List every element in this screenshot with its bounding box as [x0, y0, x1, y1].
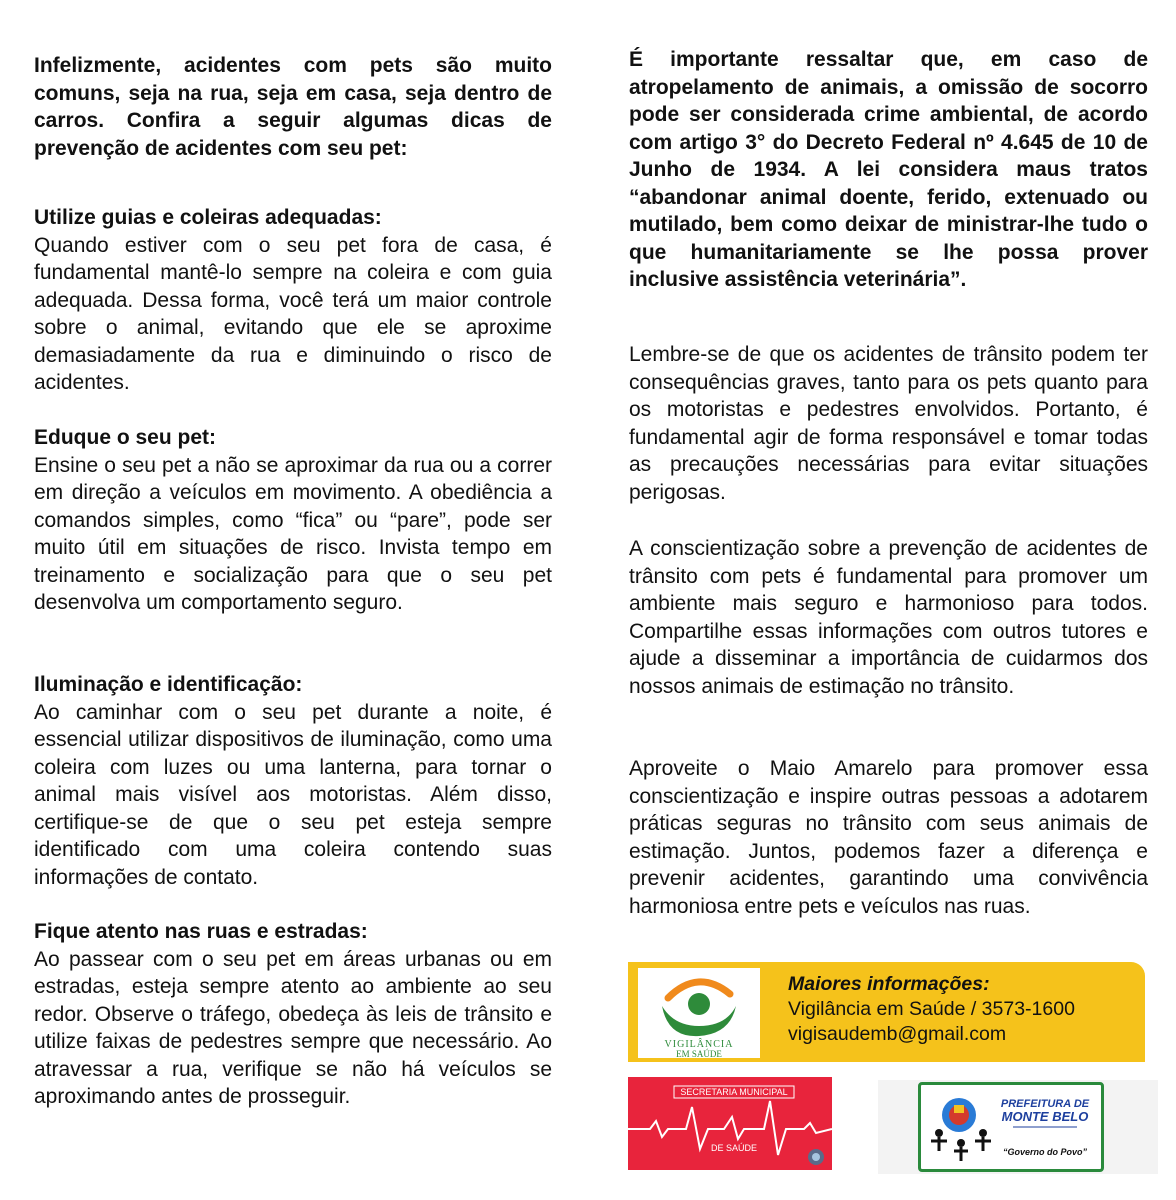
secretaria-line2: DE SAÚDE	[710, 1143, 758, 1153]
section-body: Quando estiver com o seu pet fora de casa, é fundamental mantê-lo sempre na coleira e com guia adequada. Dessa forma, você terá um maior controle sobre o animal, evitando que ele se aproxime demasiadamente da rua e diminuindo o risco de acidentes.	[34, 233, 552, 394]
info-email: vigisaudemb@gmail.com	[788, 1023, 1007, 1045]
section-heading: Iluminação e identificação:	[34, 673, 303, 696]
paragraph-maio-amarelo: Aproveite o Maio Amarelo para promover essa conscientização e inspire outras pessoas a adotarem práticas seguras no trânsito com seus animais de estimação. Juntos, podemos fazer a diferença e prevenir acidentes, garantindo uma convivência harmoniosa entre pets e veículos nas ruas.	[629, 757, 1148, 918]
prefeitura-line1: PREFEITURA DE	[1000, 1098, 1090, 1110]
legal-paragraph: É importante ressaltar que, em caso de atropelamento de animais, a omissão de socorro pode ser considerada crime ambiental, de acordo com artigo 3° do Decreto Federal nº 4.645 de 10 de Junho de 1934. A lei considera maus tratos “abandonar animal doente, ferido, extenuado ou mutilado, bem como deixar de ministrar-lhe tudo o que humanitariamente se lhe possa prover inclusive assistência veterinária”.	[629, 48, 1148, 291]
info-title: Maiores informações:	[788, 973, 990, 995]
section-iluminacao	[34, 671, 552, 891]
prefeitura-emblem-icon	[921, 1085, 1101, 1169]
paragraph-conscientizacao: A conscientização sobre a prevenção de acidentes de trânsito com pets é fundamental para promover um ambiente mais seguro e harmonioso para todos. Compartilhe essas informações com outros tutores e ajude a disseminar a importância de cuidarmos dos nossos animais de estimação no trânsito.	[629, 537, 1148, 698]
section-guias	[34, 204, 552, 397]
intro-paragraph: Infelizmente, acidentes com pets são muito comuns, seja na rua, seja em casa, seja dentro de carros. Confira a seguir algumas dicas de prevenção de acidentes com seu pet:	[34, 54, 552, 160]
heartbeat-icon	[628, 1077, 832, 1170]
secretaria-line1: SECRETARIA MUNICIPAL	[680, 1087, 788, 1097]
section-eduque	[34, 424, 552, 617]
section-atento	[34, 918, 552, 1111]
prefeitura-slogan: “Governo do Povo”	[1002, 1147, 1088, 1157]
section-heading: Utilize guias e coleiras adequadas:	[34, 206, 382, 229]
section-body: Ao passear com o seu pet em áreas urbanas ou em estradas, esteja sempre atento ao ambiente ao seu redor. Observe o tráfego, obedeça às leis de trânsito e utilize faixas de pedestres sempre que necessário. Ao atravessar a rua, verifique se não há veículos se aproximando antes de prosseguir.	[34, 947, 552, 1108]
info-box	[628, 962, 1145, 1062]
section-heading: Fique atento nas ruas e estradas:	[34, 920, 368, 943]
prefeitura-logo-wrapper	[878, 1080, 1158, 1174]
section-body: Ao caminhar com o seu pet durante a noite, é essencial utilizar dispositivos de iluminação, como uma coleira com luzes ou uma lanterna, para tornar o animal mais visível aos motoristas. Além disso, certifique-se de que o seu pet esteja sempre identificado com uma coleira contendo suas informações de contato.	[34, 700, 552, 889]
section-heading: Eduque o seu pet:	[34, 426, 217, 449]
prefeitura-monte-belo-logo	[918, 1082, 1104, 1172]
vigilancia-line1: VIGILÂNCIA	[664, 1039, 734, 1050]
info-text	[788, 972, 1075, 1047]
vigilancia-emblem-icon	[638, 968, 760, 1058]
vigilancia-logo	[638, 968, 760, 1058]
paragraph-consequencias: Lembre-se de que os acidentes de trânsito podem ter consequências graves, tanto para os pets quanto para os motoristas e pedestres envolvidos. Portanto, é fundamental agir de forma responsável e tomar todas as precauções necessárias para evitar situações perigosas.	[629, 343, 1148, 504]
secretaria-saude-logo	[628, 1077, 832, 1170]
prefeitura-line2: MONTE BELO	[1001, 1109, 1089, 1124]
vigilancia-line2: EM SAÚDE	[676, 1049, 722, 1058]
info-phone: Vigilância em Saúde / 3573-1600	[788, 998, 1075, 1020]
section-body: Ensine o seu pet a não se aproximar da rua ou a correr em direção a veículos em movimento. A obediência a comandos simples, como “fica” ou “pare”, pode ser muito útil em situações de risco. Invista tempo em treinamento e socialização para que o seu pet desenvolva um comportamento seguro.	[34, 453, 552, 614]
